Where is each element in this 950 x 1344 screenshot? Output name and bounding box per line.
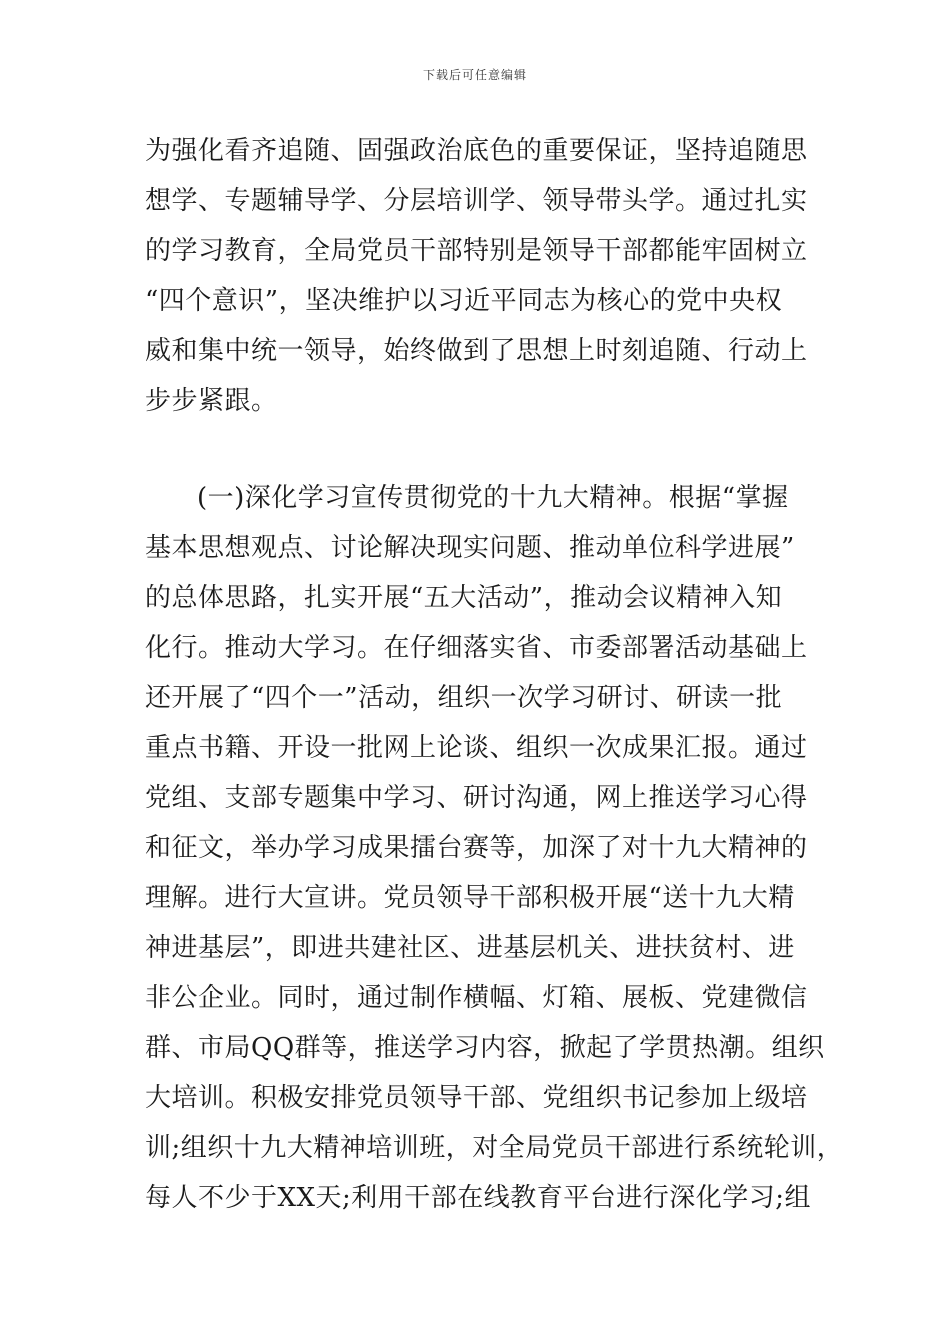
text-line: 想学、专题辅导学、分层培训学、领导带头学。通过扎实 [145,186,808,216]
text-line: 的总体思路，扎实开展“五大活动”，推动会议精神入知 [145,583,783,613]
text-line: 的学习教育，全局党员干部特别是领导干部都能牢固树立 [145,236,808,266]
text-line: 训;组织十九大精神培训班，对全局党员干部进行系统轮训， [145,1133,844,1163]
text-line: 非公企业。同时，通过制作横幅、灯箱、展板、党建微信 [145,983,808,1013]
text-line: 理解。进行大宣讲。党员领导干部积极开展“送十九大精 [145,883,795,913]
text-line: 重点书籍、开设一批网上论谈、组织一次成果汇报。通过 [145,733,808,763]
text-line: 基本思想观点、讨论解决现实问题、推动单位科学进展” [145,533,795,563]
paragraph-2 [145,473,844,1223]
text-line: 神进基层”，即进共建社区、进基层机关、进扶贫村、进 [145,933,795,963]
text-line: 群、市局QQ群等，推送学习内容，掀起了学贯热潮。组织 [145,1033,825,1063]
text-line: 威和集中统一领导，始终做到了思想上时刻追随、行动上 [145,336,808,366]
text-line: 每人不少于XX天;利用干部在线教育平台进行深化学习;组 [145,1183,812,1213]
text-line: 为强化看齐追随、固强政治底色的重要保证，坚持追随思 [145,136,808,166]
text-line-indented: (一)深化学习宣传贯彻党的十九大精神。根据“掌握 [197,483,789,513]
text-line: 和征文，举办学习成果擂台赛等，加深了对十九大精神的 [145,833,808,863]
text-line: 党组、支部专题集中学习、研讨沟通，网上推送学习心得 [145,783,808,813]
text-line: “四个意识”，坚决维护以习近平同志为核心的党中央权 [145,286,783,316]
text-line: 大培训。积极安排党员领导干部、党组织书记参加上级培 [145,1083,808,1113]
paragraph-1 [145,126,825,426]
text-line: 步步紧跟。 [145,386,278,416]
page-header: 下载后可任意编辑 [422,68,527,82]
text-line: 化行。推动大学习。在仔细落实省、市委部署活动基础上 [145,633,808,663]
text-line: 还开展了“四个一”活动，组织一次学习研讨、研读一批 [145,683,783,713]
